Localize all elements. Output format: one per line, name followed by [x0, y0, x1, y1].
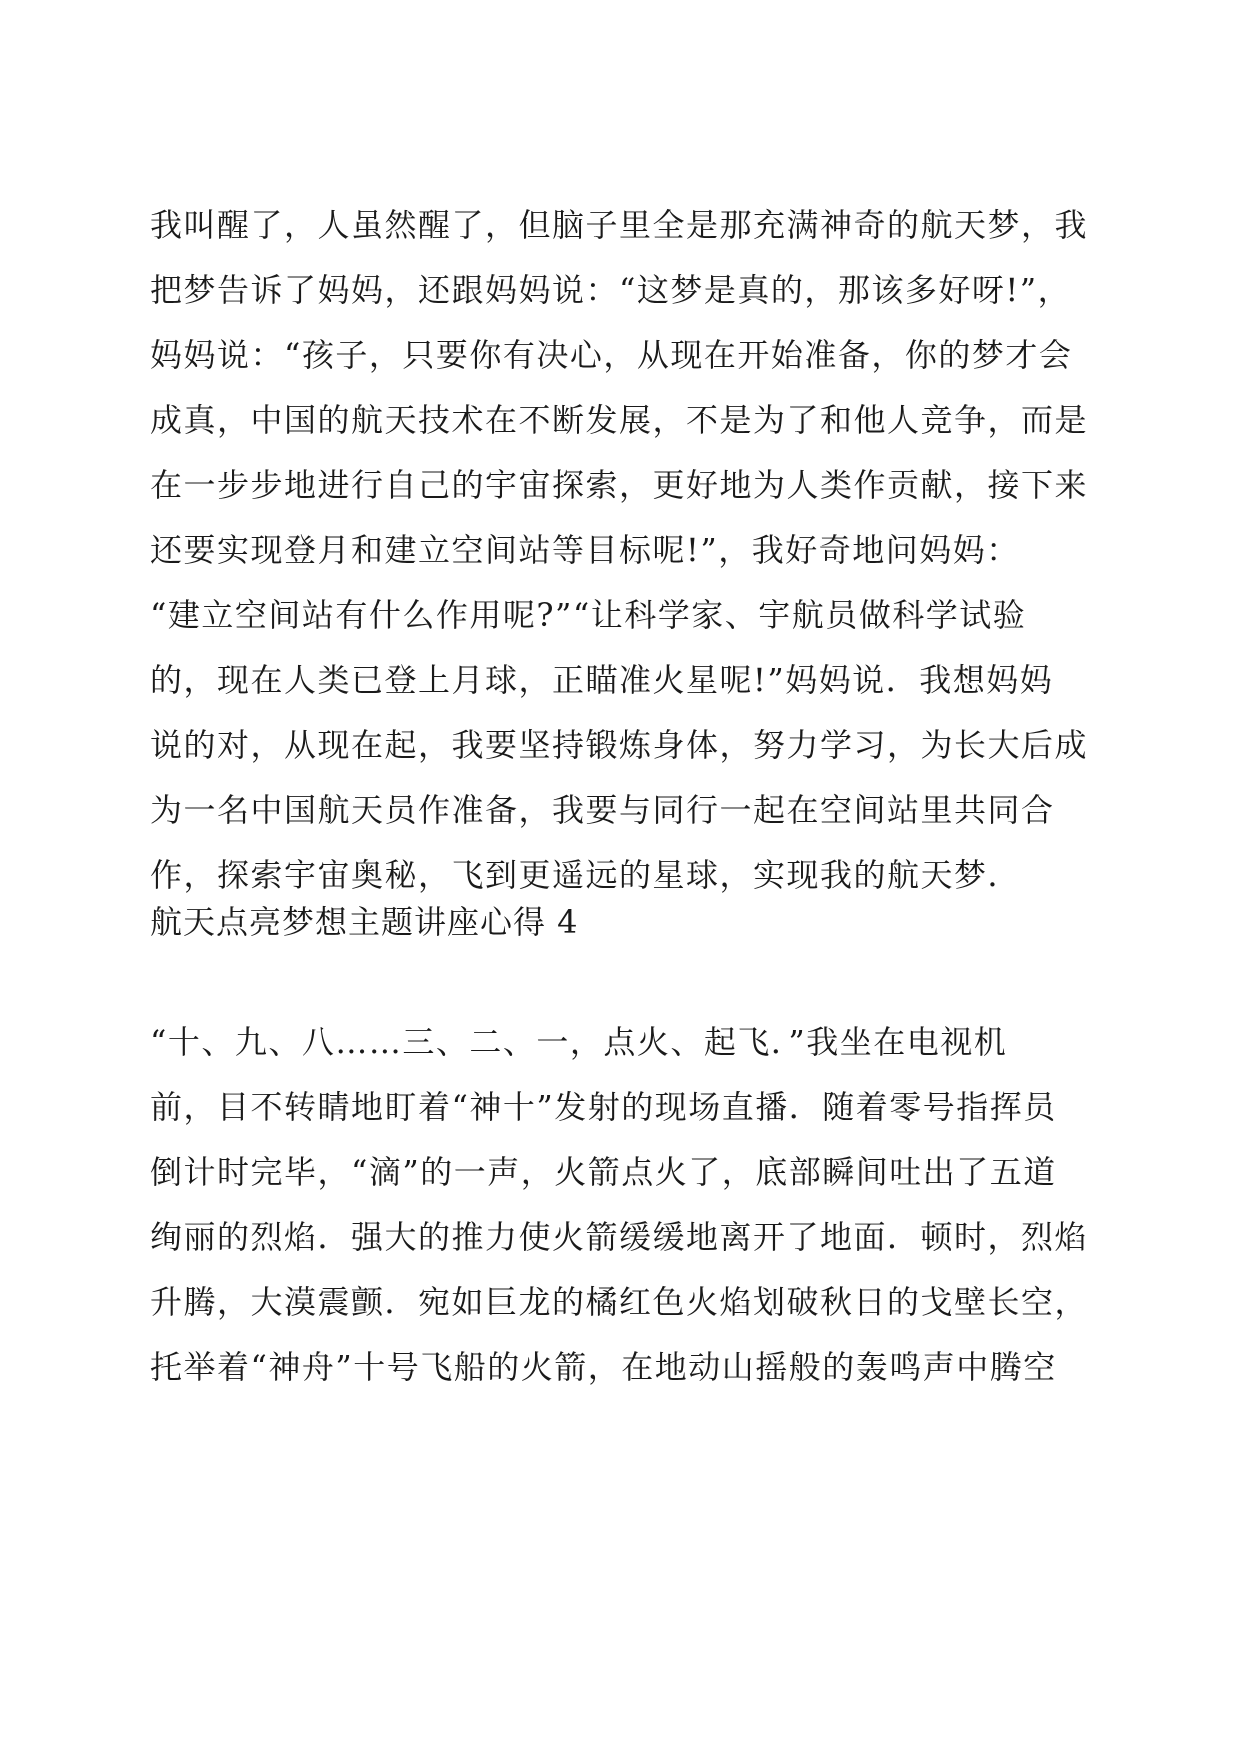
- paragraph-line: 妈妈说：“孩子，只要你有决心，从现在开始准备，你的梦才会: [150, 336, 1073, 374]
- paragraph-line: “建立空间站有什么作用呢?”“让科学家、宇航员做科学试验: [150, 596, 1027, 634]
- paragraph-line: 我叫醒了，人虽然醒了，但脑子里全是那充满神奇的航天梦，我: [150, 206, 1089, 244]
- paragraph-line: 成真，中国的航天技术在不断发展，不是为了和他人竞争，而是: [150, 401, 1089, 439]
- paragraph-line: 还要实现登月和建立空间站等目标呢!”，我好奇地问妈妈：: [150, 531, 1020, 569]
- paragraph-line: 前，目不转睛地盯着“神十”发射的现场直播．随着零号指挥员: [150, 1088, 1057, 1126]
- paragraph-line: 升腾，大漠震颤．宛如巨龙的橘红色火焰划破秋日的戈壁长空，: [150, 1283, 1089, 1321]
- paragraph-line: 绚丽的烈焰．强大的推力使火箭缓缓地离开了地面．顿时，烈焰: [150, 1218, 1089, 1256]
- paragraph-line: 的，现在人类已登上月球，正瞄准火星呢!”妈妈说．我想妈妈: [150, 661, 1054, 699]
- paragraph-line: 托举着“神舟”十号飞船的火箭，在地动山摇般的轰鸣声中腾空: [150, 1348, 1057, 1386]
- paragraph-line: 作，探索宇宙奥秘，飞到更遥远的星球，实现我的航天梦．: [150, 856, 1022, 894]
- paragraph-1: [150, 193, 1110, 908]
- paragraph-line: 为一名中国航天员作准备，我要与同行一起在空间站里共同合: [150, 791, 1055, 829]
- paragraph-line: 把梦告诉了妈妈，还跟妈妈说：“这梦是真的，那该多好呀!”，: [150, 271, 1072, 309]
- paragraph-line: “十、九、八……三、二、一，点火、起飞．”我坐在电视机: [150, 1023, 1008, 1061]
- paragraph-2: [150, 1010, 1110, 1400]
- paragraph-line: 说的对，从现在起，我要坚持锻炼身体，努力学习，为长大后成: [150, 726, 1089, 764]
- section-heading: 航天点亮梦想主题讲座心得 4: [150, 903, 579, 941]
- paragraph-line: 在一步步地进行自己的宇宙探索，更好地为人类作贡献，接下来: [150, 466, 1089, 504]
- paragraph-line: 倒计时完毕，“滴”的一声，火箭点火了，底部瞬间吐出了五道: [150, 1153, 1057, 1191]
